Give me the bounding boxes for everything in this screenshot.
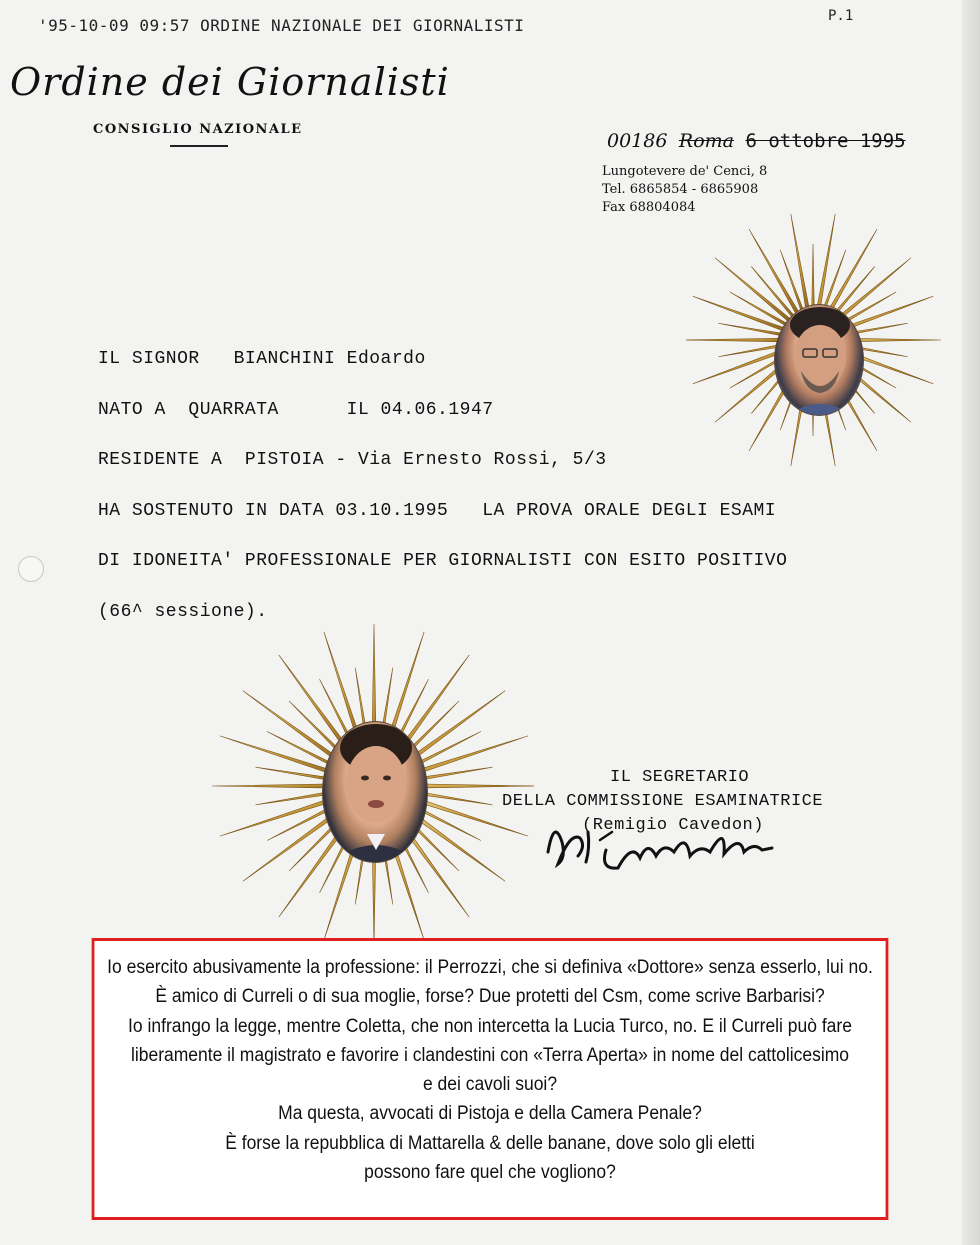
- portrait-upper: [774, 304, 864, 416]
- letterhead-rule: [170, 145, 228, 147]
- sunburst-ray: [816, 214, 835, 311]
- certificate-line: (66^ sessione).: [98, 601, 268, 622]
- signature-name: (Remigio Cavedon): [582, 816, 764, 835]
- dateline-city: Roma: [678, 130, 734, 152]
- dateline: [607, 130, 906, 152]
- fax-page-number: P.1: [828, 8, 854, 24]
- caption-line: Io infrango la legge, mentre Coletta, che non intercetta la Lucia Turco, no. E il Curreli può fare: [128, 1015, 852, 1037]
- handwritten-signature: [540, 812, 790, 882]
- letterhead-logo: Ordine dei Giornalisti: [10, 60, 450, 104]
- sunburst-ray: [715, 258, 791, 322]
- sunburst-ray: [791, 214, 810, 311]
- sunburst-ray: [835, 258, 911, 322]
- portrait-lower-face: [323, 722, 428, 863]
- caption-line: e dei cavoli suoi?: [422, 1074, 558, 1096]
- address-street: Lungotevere de' Cenci, 8: [602, 164, 768, 179]
- sunburst-ray: [686, 338, 783, 342]
- certificate-line: RESIDENTE A PISTOIA - Via Ernesto Rossi, 5/3: [98, 450, 607, 470]
- signature-title-2: DELLA COMMISSIONE ESAMINATRICE: [502, 792, 824, 811]
- fax-header: '95-10-09 09:57 ORDINE NAZIONALE DEI GIORNALISTI: [38, 16, 525, 35]
- caption-line: Io esercito abusivamente la professione: il Perrozzi, che si definiva «Dottore» senza esserlo, lui no.: [107, 957, 873, 978]
- caption-line: È forse la repubblica di Mattarella & delle banane, dove solo gli eletti: [225, 1132, 755, 1154]
- caption-line: liberamente il magistrato e favorire i clandestini con «Terra Aperta» in nome del cattolicesimo: [130, 1044, 850, 1066]
- address-tel: Tel. 6865854 - 6865908: [602, 182, 759, 197]
- portrait-upper-face: [775, 305, 864, 416]
- caption-line: possono fare quel che vogliono?: [364, 1162, 616, 1184]
- sunburst-ray: [693, 296, 786, 331]
- paper-edge: [962, 0, 980, 1245]
- sunburst-ray: [693, 349, 786, 384]
- sunburst-ray: [812, 244, 815, 310]
- punch-hole: [18, 556, 44, 582]
- caption-box: [92, 938, 889, 1220]
- certificate-line: IL SIGNOR BIANCHINI Edoardo: [98, 349, 426, 369]
- address-fax: Fax 68804084: [602, 200, 696, 215]
- caption-line: Ma questa, avvocati di Pistoja e della Camera Penale?: [278, 1103, 702, 1125]
- caption-line: È amico di Curreli o di sua moglie, forse? Due protetti del Csm, come scrive Barbarisi?: [155, 986, 825, 1008]
- sunburst-ray: [826, 229, 877, 315]
- letterhead-subtitle: CONSIGLIO NAZIONALE: [93, 122, 303, 137]
- sunburst-ray: [212, 784, 338, 788]
- sunburst-ray: [749, 229, 800, 315]
- certificate-line: DI IDONEITA' PROFESSIONALE PER GIORNALISTI CON ESITO POSITIVO: [98, 551, 788, 571]
- dateline-date: 6 ottobre 1995: [745, 130, 906, 152]
- certificate-line: HA SOSTENUTO IN DATA 03.10.1995 LA PROVA ORALE DEGLI ESAMI: [98, 500, 777, 521]
- portrait-lower: [322, 721, 428, 863]
- certificate-line: NATO A QUARRATA IL 04.06.1947: [98, 399, 494, 420]
- signature-title-1: IL SEGRETARIO: [610, 768, 750, 787]
- dateline-postcode: 00186: [607, 130, 668, 152]
